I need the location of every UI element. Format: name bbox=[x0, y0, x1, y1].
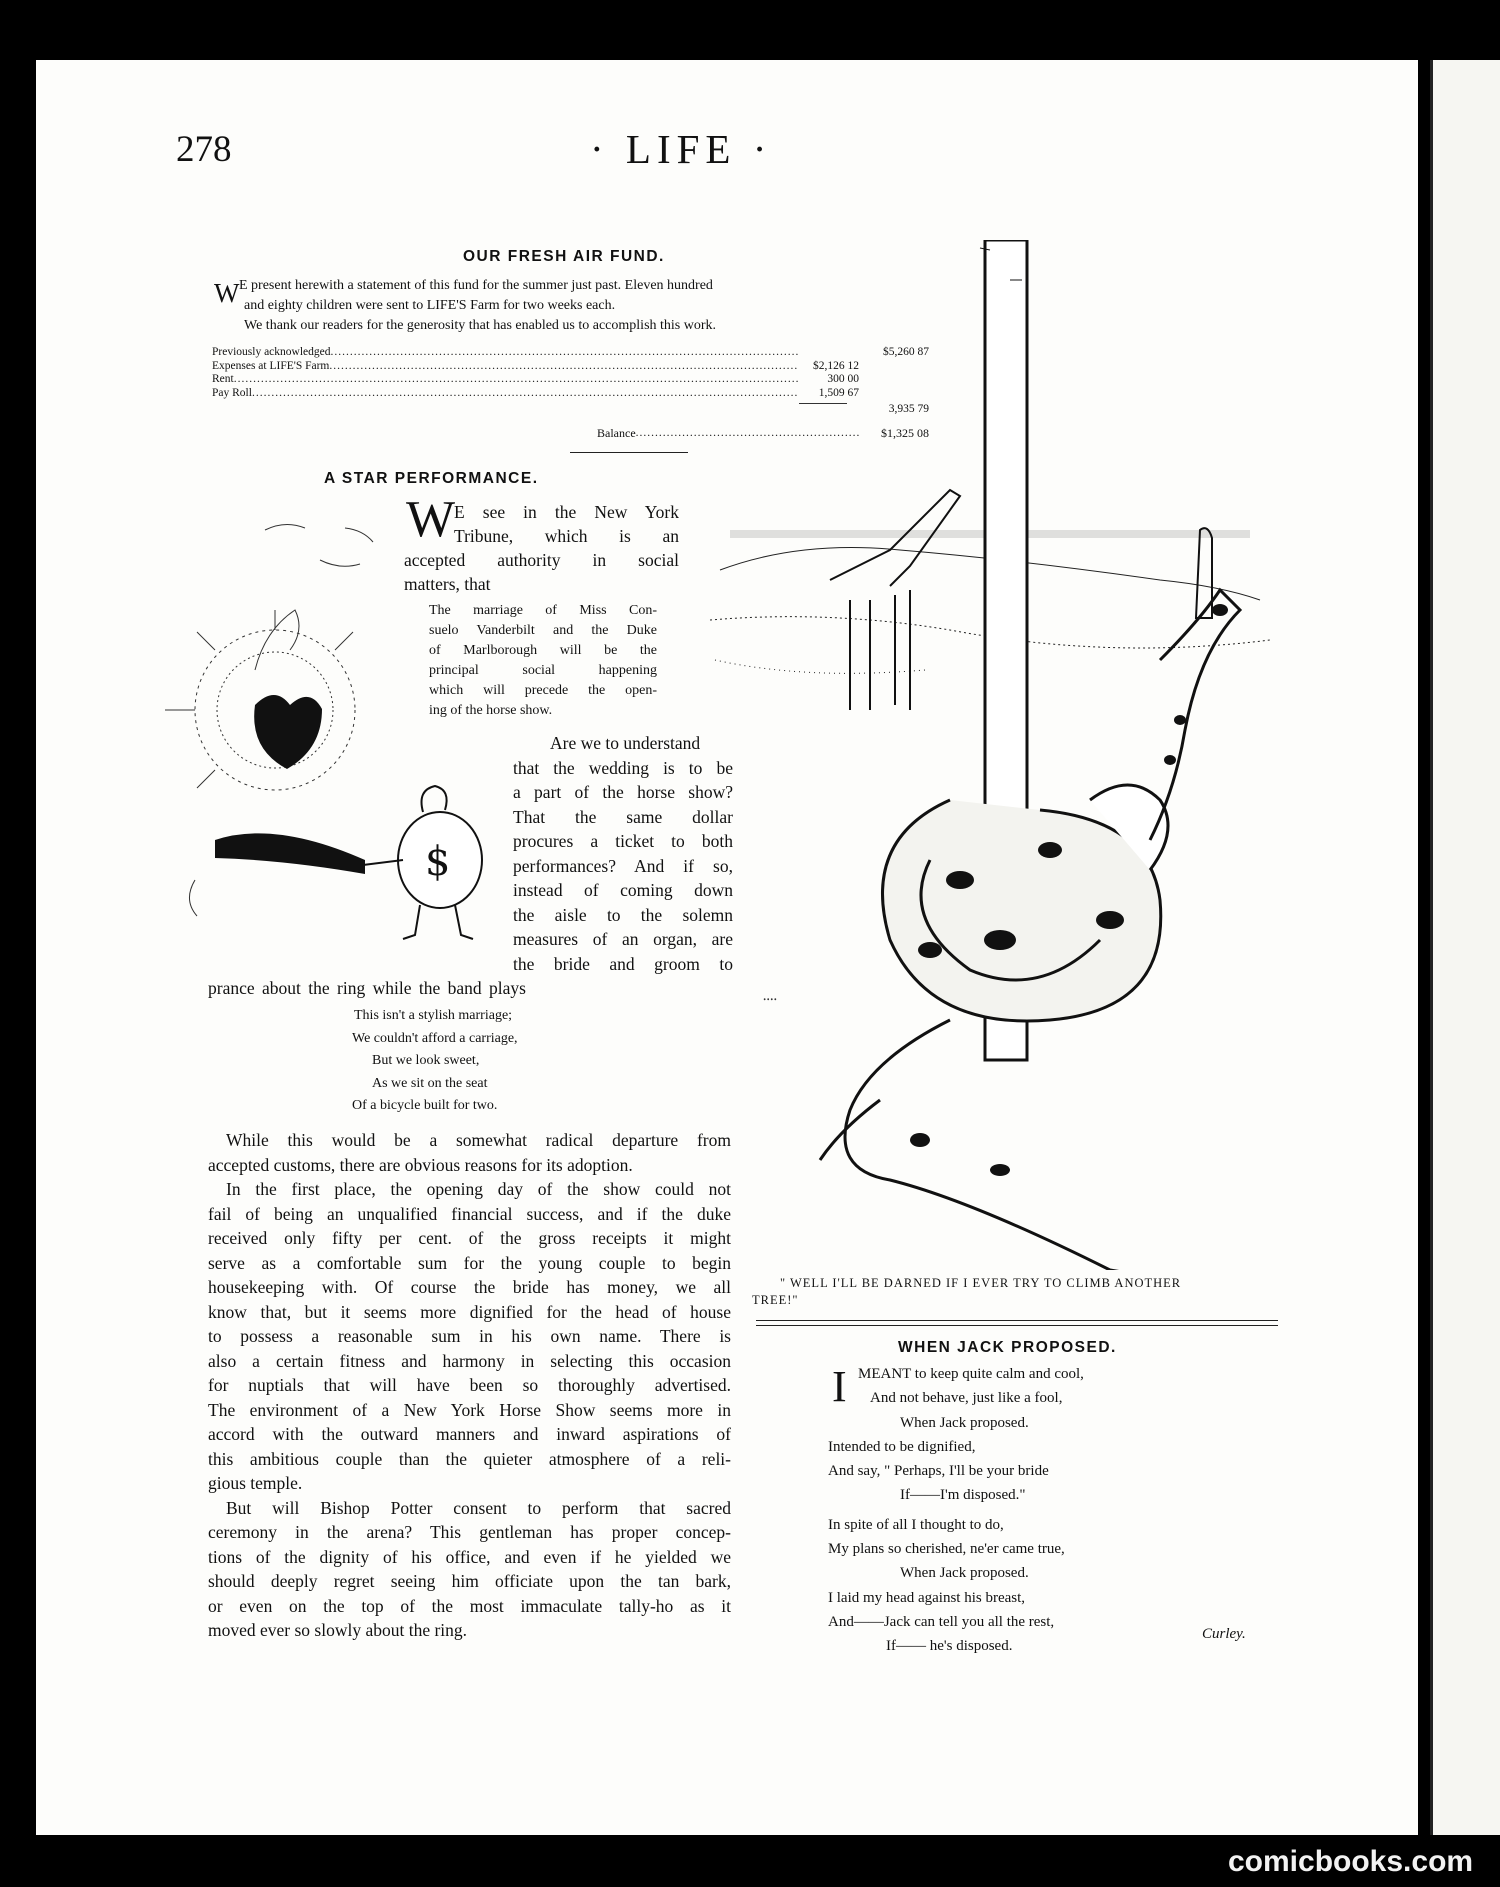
star-quote: The marriage of Miss Con- suelo Vanderbilt and the Duke of Marlborough will be the principal social happening which will precede the open- ing of the horse show. bbox=[429, 603, 657, 718]
star-verse: This isn't a stylish marriage; We couldn't afford a carriage, But we look sweet, As we sit on the seat Of a bicycle built for two. bbox=[352, 1008, 518, 1113]
dollar-sign-icon: $ bbox=[425, 839, 451, 885]
fund-thanks: We thank our readers for the generosity that has enabled us to accomplish this work. bbox=[244, 318, 717, 333]
star-dropcap: W bbox=[406, 491, 456, 548]
facing-page-edge bbox=[1430, 60, 1500, 1835]
poem-title: WHEN JACK PROPOSED. bbox=[898, 1339, 1117, 1356]
watermark: comicbooks.com bbox=[1228, 1845, 1474, 1878]
ledger-subtotal: 3,935 79 bbox=[212, 403, 929, 417]
heart-icon bbox=[254, 695, 322, 769]
poem: I MEANT to keep quite calm and cool, And not behave, just like a fool, When Jack proposed. Intended to be dignified, And say, " Perhaps, I'll be your bride If——I'm disposed." In spite of all I thought to do, My plans so cherished, ne'er came true, When Jack proposed. I laid my head against his breast, And——Jack can tell you all the rest, If—— he's disposed. bbox=[828, 1362, 1084, 1655]
star-narrow-column: Are we to understand that the wedding is to be a part of the horse show? That the same dollar procures a ticket to both performances? And if so, instead of coming down the aisle to the solemn measures of an organ, are the bride and groom to bbox=[513, 733, 733, 974]
caption-rule bbox=[756, 1320, 1278, 1326]
ledger-row: Expenses at LIFE'S Farm ..... $2,126 12 bbox=[212, 360, 929, 374]
poem-author: Curley. bbox=[1202, 1626, 1246, 1642]
fund-intro-line1: E present herewith a statement of this fund for the summer just past. Eleven hundred bbox=[239, 278, 713, 293]
ledger-row: Previously acknowledged ..... $5,260 87 bbox=[212, 346, 929, 360]
fund-intro-line2: and eighty children were sent to LIFE'S Farm for two weeks each. bbox=[244, 298, 616, 313]
poem-dropcap: I bbox=[832, 1362, 847, 1411]
star-full-line: prance about the ring while the band plays bbox=[208, 978, 526, 998]
fund-dropcap: W bbox=[214, 278, 240, 308]
ledger-row: Pay Roll ..... 1,509 67 bbox=[212, 387, 929, 401]
star-body: While this would be a somewhat radical departure from accepted customs, there are obvious reasons for its adoption. In the first place, the opening day of the show could not fail of being an unqualified financial success, and if the duke received only fifty per cent. of the gross receipts it might serve as a comfortable sum for the young couple to begin housekeeping with. Of course the bride has money, we all know that, but it seems more dignified for the head of house to possess a reasonable sum in his own name. There is also a certain fitness and harmony in selecting this occasion for nuptials that will have been so thoroughly advertised. The environment of a New York Horse Show seems more in accord with the outward manners and inward aspirations of this ambitious couple than the quieter atmosphere of a reli- gious temple. But will Bishop Potter consent to perform that sacred ceremony in the arena? This gentleman has proper concep- tions of the dignity of his office, and even if he yielded we should deeply regret seeing him officiate upon the tan bark, or even on the top of the most immaculate tally-ho as it moved ever so slowly about the ring. bbox=[208, 1130, 731, 1640]
cartoon-caption: " WELL I'LL BE DARNED IF I EVER TRY TO CLIMB ANOTHER TREE!" bbox=[752, 1276, 1182, 1307]
section-divider bbox=[570, 452, 688, 453]
giraffe-cartoon bbox=[700, 240, 1280, 1270]
star-title: A STAR PERFORMANCE. bbox=[324, 470, 539, 487]
ledger-balance: Balance ..... $1,325 08 bbox=[212, 427, 929, 441]
page-number: 278 bbox=[176, 129, 232, 170]
masthead: · LIFE · bbox=[590, 126, 773, 172]
ledger-row: Rent ..... 300 00 bbox=[212, 373, 929, 387]
fund-title: OUR FRESH AIR FUND. bbox=[463, 248, 665, 265]
artist-signature: ᠁ bbox=[760, 993, 777, 1009]
sun-moneybag-illustration bbox=[155, 500, 505, 960]
